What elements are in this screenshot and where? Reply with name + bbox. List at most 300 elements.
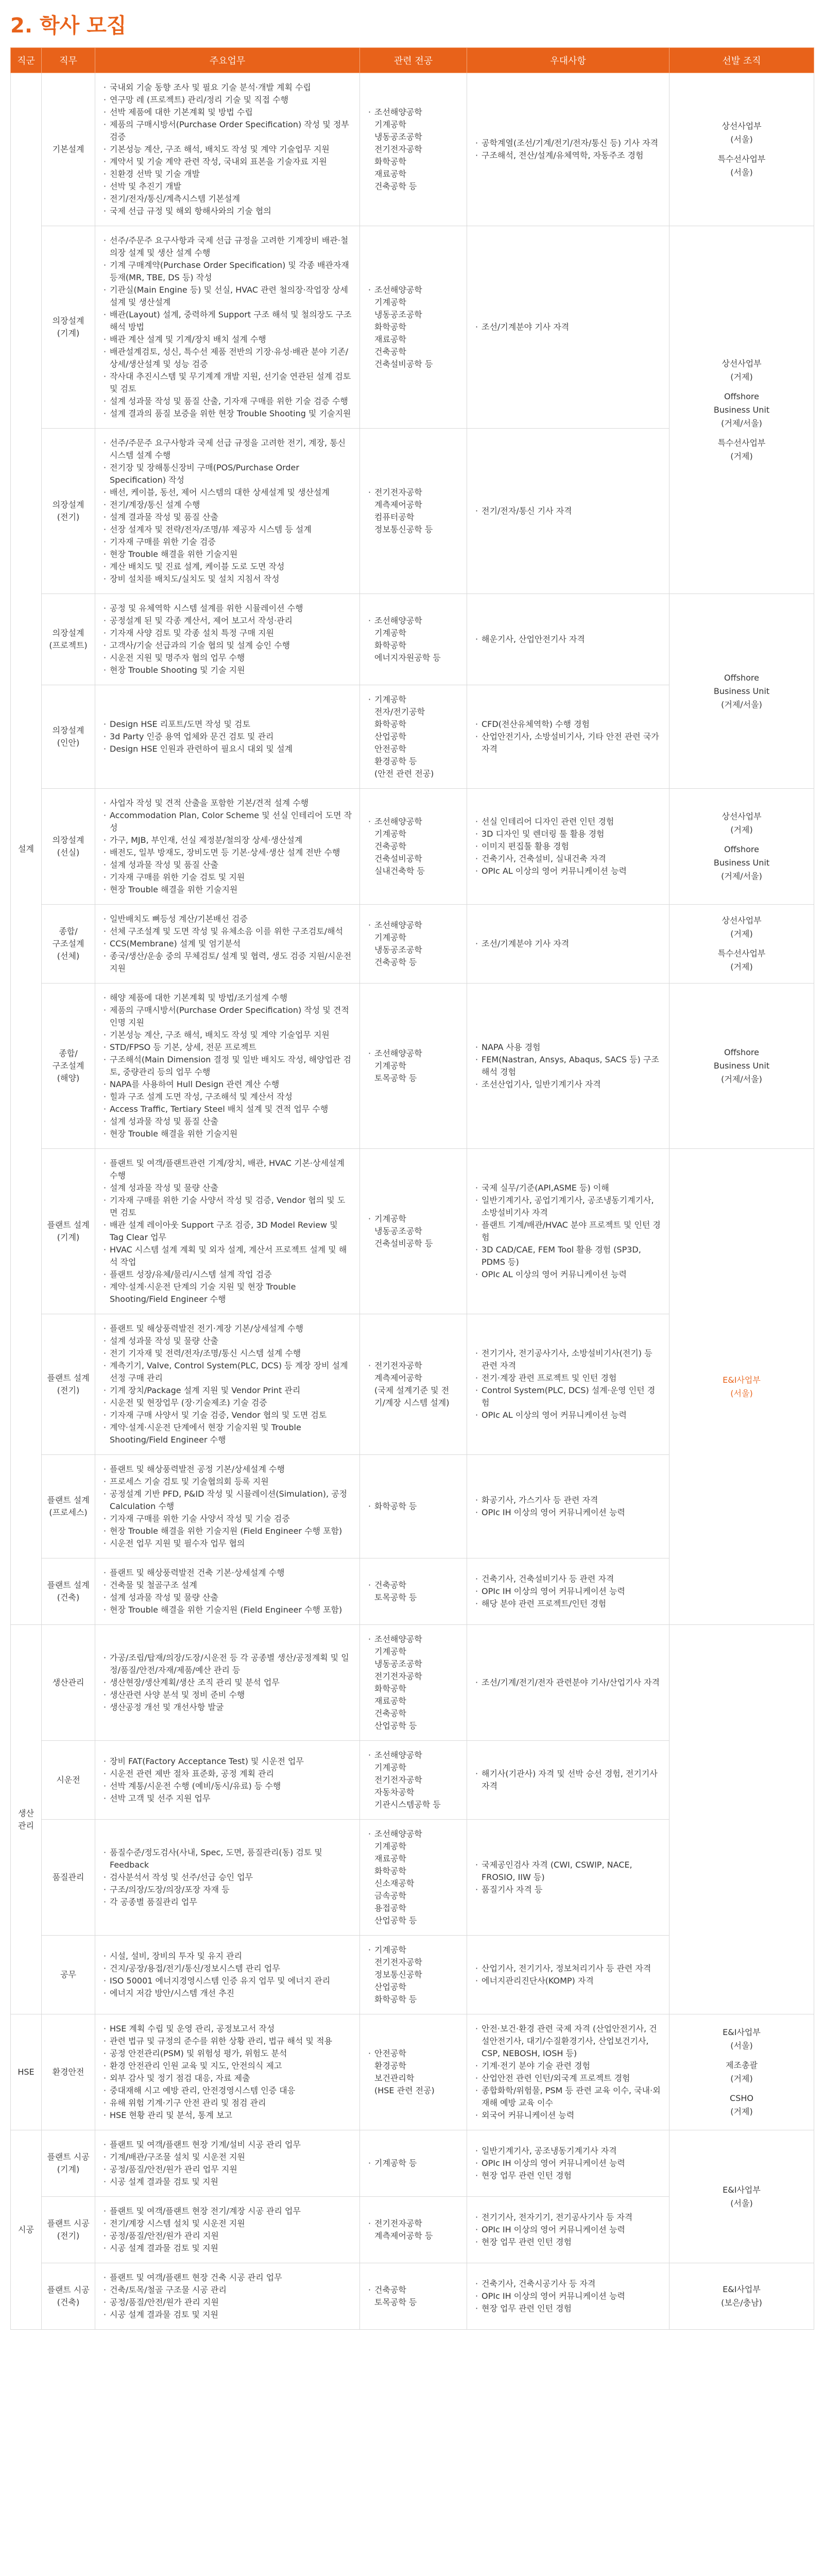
duty-item: · 기본성능 계산, 구조 해석, 배치도 작성 및 계약 기술업무 지원 bbox=[110, 1029, 352, 1041]
duties-cell bbox=[95, 789, 360, 905]
preference-item: · 에너지관리진단사(KOMP) 자격 bbox=[482, 1975, 662, 1987]
duty-item: · 배선, 케이블, 동선, 제어 시스템의 대한 상세설계 및 생산설계 bbox=[110, 486, 352, 499]
job-title-cell: 공무 bbox=[42, 1936, 95, 2014]
majors-item bbox=[374, 106, 459, 193]
duties-list bbox=[102, 2205, 352, 2255]
duties-list bbox=[102, 1323, 352, 1446]
preference-item: · 해운기사, 산업안전기사 자격 bbox=[482, 633, 662, 646]
organization-line: 제조총괄 bbox=[726, 2060, 758, 2070]
duty-item: · 시공 설계 결과물 검토 및 지원 bbox=[110, 2242, 352, 2255]
preference-item: · 국제 실무/기준(API,ASME 등) 이해 bbox=[482, 1182, 662, 1194]
organization-line bbox=[675, 430, 809, 436]
duty-item: · 설계 성과물 작성 및 품질 산출 bbox=[110, 859, 352, 871]
duty-item: · 전기장 및 장해통신장비 구매(POS/Purchase Order Specification) 작성 bbox=[110, 462, 352, 486]
duty-item: · 시운전 지원 및 명주자 협의 업무 수행 bbox=[110, 652, 352, 664]
duty-item: · CCS(Membrane) 설계 및 엄기분석 bbox=[110, 938, 352, 950]
duty-item: · 생산공정 개선 및 개선사항 발굴 bbox=[110, 1701, 352, 1714]
major-line: 전기전자공학 bbox=[374, 1775, 422, 1785]
preferences-list bbox=[474, 1676, 662, 1689]
duties-list bbox=[102, 437, 352, 585]
duty-item: · 가공/조립/탑재/의장/도장/시운전 등 각 공종별 생산/공정계획 및 일정/품질/안전/자재/제품/예산 관리 등 bbox=[110, 1652, 352, 1676]
duties-cell bbox=[95, 685, 360, 789]
preference-item: · 조선/기계분야 기사 자격 bbox=[482, 321, 662, 333]
preference-item: · FEM(Nastran, Ansys, Abaqus, SACS 등) 구조 해석 경험 bbox=[482, 1054, 662, 1078]
duty-item: · 배관 설계 레이아웃 Support 구조 검증, 3D Model Review 및 Tag Clear 업무 bbox=[110, 1219, 352, 1244]
duties-cell bbox=[95, 2263, 360, 2330]
organization-line: Business Unit bbox=[713, 1061, 770, 1071]
duty-item: · 배관 계산 설계 및 기계/장치 배치 설계 수행 bbox=[110, 333, 352, 346]
majors-cell bbox=[360, 2014, 467, 2130]
organization-line bbox=[675, 384, 809, 390]
majors-item bbox=[374, 284, 459, 370]
preferences-cell bbox=[467, 1936, 670, 2014]
preference-item: · 건축기사, 건축시공기사 등 자격 bbox=[482, 2278, 662, 2290]
major-line: 건축설비공학 등 bbox=[374, 1239, 433, 1248]
preference-item: · 이미지 편집툴 활용 경험 bbox=[482, 840, 662, 853]
duty-item: · 배관설계검토, 성신, 특수선 제품 전반의 기장·유성·배관 분야 기존/상세/생산설계 및 성능 검증 bbox=[110, 346, 352, 370]
preference-item: · 해기사(기관사) 자격 및 선박 승선 경험, 전기기사 자격 bbox=[482, 1768, 662, 1792]
major-line: · 기계공학 등 bbox=[374, 2158, 417, 2168]
duty-item: · 전기/계장/통신 설계 수행 bbox=[110, 499, 352, 511]
organization-cell bbox=[670, 73, 814, 226]
duties-cell bbox=[95, 1314, 360, 1455]
major-line: 냉동공조공학 bbox=[374, 945, 422, 955]
preference-item: · 공학계열(조선/기계/전기/전자/통신 등) 기사 자격 bbox=[482, 137, 662, 149]
preferences-cell bbox=[467, 2197, 670, 2263]
organization-line: 상선사업부 bbox=[722, 121, 762, 131]
duty-item: · 장비 설치를 배치도/실치도 및 설치 지침서 작성 bbox=[110, 573, 352, 585]
majors-list bbox=[367, 1633, 459, 1732]
major-line: · 건축공학 bbox=[374, 1580, 406, 1590]
duty-item: · Design HSE 인원과 관련하여 필요시 대외 및 설계 bbox=[110, 743, 352, 755]
duty-item: · 고객사/기술 선급과의 기술 협의 및 설계 승인 수행 bbox=[110, 639, 352, 652]
preference-item: · 조선/기계분야 기사 자격 bbox=[482, 938, 662, 950]
majors-item bbox=[374, 1047, 459, 1084]
majors-list bbox=[367, 1213, 459, 1250]
major-line: 금속공학 bbox=[374, 1891, 406, 1901]
duty-item: · 기계/배관/구조물 설치 및 시운전 지원 bbox=[110, 2151, 352, 2163]
major-line: 전자/전기공학 bbox=[374, 707, 425, 717]
preference-item: · 3D CAD/CAE, FEM Tool 활용 경험 (SP3D, PDMS 등) bbox=[482, 1244, 662, 1268]
organization-line: (거제/서울) bbox=[721, 418, 762, 428]
table-row bbox=[11, 1625, 814, 1741]
duties-list bbox=[102, 1463, 352, 1550]
preference-item: · 구조해석, 전산/설계/유체역학, 자동주조 경험 bbox=[482, 149, 662, 162]
organization-line: 특수선사업부 bbox=[717, 154, 766, 164]
organization-line: (거제) bbox=[730, 2074, 753, 2083]
header-preferences: 우대사항 bbox=[467, 48, 670, 73]
duty-item: · 친환경 선박 및 기술 개발 bbox=[110, 168, 352, 180]
duty-item: · 외부 감사 및 정기 점검 대응, 자료 제출 bbox=[110, 2072, 352, 2084]
duty-item: · 프로세스 기술 검토 및 기술협의회 등록 지원 bbox=[110, 1476, 352, 1488]
preferences-list bbox=[474, 1859, 662, 1896]
duty-item: · 건지/공장/용접/전기/통신/정보시스템 관리 업무 bbox=[110, 1962, 352, 1975]
duty-item: · 플랜트 및 해상풍력발전 건축 기본·상세설계 수행 bbox=[110, 1567, 352, 1579]
preferences-list bbox=[474, 2278, 662, 2315]
duty-item: · 에너지 저감 방안/시스템 개선 추진 bbox=[110, 1987, 352, 1999]
majors-cell bbox=[360, 685, 467, 789]
majors-item bbox=[374, 1213, 459, 1250]
major-line: 산업공학 등 bbox=[374, 1916, 417, 1925]
majors-cell bbox=[360, 1741, 467, 1820]
duty-item: · 건축물 및 철골구조 설계 bbox=[110, 1579, 352, 1591]
preference-item: · 일반기계기사, 공업기계기사, 공조냉동기계기사, 소방설비기사 자격 bbox=[482, 1194, 662, 1219]
job-title-cell: 생산관리 bbox=[42, 1625, 95, 1741]
majors-cell bbox=[360, 1314, 467, 1455]
majors-item bbox=[374, 1633, 459, 1732]
major-line: 건축설비공학 bbox=[374, 854, 422, 863]
duties-cell bbox=[95, 1558, 360, 1625]
majors-item bbox=[374, 693, 459, 780]
preferences-list bbox=[474, 2145, 662, 2182]
duty-item: · 관련 법규 및 규정의 준수를 위한 상황 관리, 법규 해석 및 적용 bbox=[110, 2035, 352, 2047]
major-line: 화학공학 bbox=[374, 157, 406, 166]
organization-line: (거제) bbox=[730, 962, 753, 972]
table-row bbox=[11, 905, 814, 984]
duties-list bbox=[102, 797, 352, 896]
major-line: · 기계공학 bbox=[374, 1945, 406, 1955]
duties-cell bbox=[95, 2197, 360, 2263]
duties-list bbox=[102, 81, 352, 217]
majors-cell bbox=[360, 2197, 467, 2263]
major-line: 토목공학 등 bbox=[374, 1592, 417, 1602]
duty-item: · 공정/품질/안전/원가 관리 지원 bbox=[110, 2296, 352, 2309]
duty-item: · 제품의 구매시방서(Purchase Order Specification) 작성 및 정부 검증 bbox=[110, 118, 352, 143]
duty-item: · Access Traffic, Tertiary Steel 배치 설계 및 견적 업무 수행 bbox=[110, 1103, 352, 1115]
preference-item: · 종합화학/위험물, PSM 등 관련 교육 이수, 국내·외 재해 예방 교육 이수 bbox=[482, 2084, 662, 2109]
duty-item: · 계측기기, Valve, Control System(PLC, DCS) 등 계장 장비 설계 선정 구매 관리 bbox=[110, 1360, 352, 1384]
duty-item: · HSE 현황 관리 및 분석, 통계 보고 bbox=[110, 2109, 352, 2122]
preference-item: · 전기·계장 관련 프로젝트 및 인턴 경험 bbox=[482, 1372, 662, 1384]
duty-item: · 선박 고객 및 선주 지원 업무 bbox=[110, 1792, 352, 1805]
major-line: 토목공학 등 bbox=[374, 2297, 417, 2307]
organization-line: E&I사업부 bbox=[723, 2184, 761, 2195]
organization-line: Business Unit bbox=[713, 858, 770, 868]
organization-line: (거제) bbox=[730, 371, 753, 382]
majors-list bbox=[367, 1360, 459, 1409]
major-line: · 조선해양공학 bbox=[374, 920, 422, 930]
duties-cell bbox=[95, 905, 360, 984]
duties-list bbox=[102, 1567, 352, 1616]
job-title-cell: 플랜트 설계 (전기) bbox=[42, 1314, 95, 1455]
preferences-list bbox=[474, 1962, 662, 1987]
majors-list bbox=[367, 284, 459, 370]
job-title-cell: 의장설계 (기계) bbox=[42, 226, 95, 429]
preferences-cell bbox=[467, 2263, 670, 2330]
major-line: 계측제어공학 bbox=[374, 500, 422, 510]
majors-list bbox=[367, 2284, 459, 2309]
duty-item: · 계약·설계·시운전 단계에서 현장 기술지원 및 Trouble Shooting/Field Engineer 수행 bbox=[110, 1421, 352, 1446]
duty-item: · 환경 안전관리 인원 교육 및 지도, 안전의식 제고 bbox=[110, 2060, 352, 2072]
preference-item: · OPIc IH 이상의 영어 커뮤니케이션 능력 bbox=[482, 2157, 662, 2170]
preference-item: · OPIc AL 이상의 영어 커뮤니케이션 능력 bbox=[482, 865, 662, 877]
majors-item bbox=[374, 2217, 459, 2242]
duty-item: · 계약서 및 기술 계약 관련 작성, 국내외 표본을 기술자료 지원 bbox=[110, 156, 352, 168]
preference-item: · 전기기사, 전자기기, 전기공사기사 등 자격 bbox=[482, 2211, 662, 2224]
duty-item: · 현장 Trouble 해결을 위한 기술지원 bbox=[110, 548, 352, 561]
major-line: 산업공학 bbox=[374, 732, 406, 741]
majors-list bbox=[367, 2217, 459, 2242]
major-line: 건축설비공학 등 bbox=[374, 359, 433, 369]
duty-item: · 배관(Layout) 설계, 중력하게 Support 구조 해석 및 철의장도 구조 해석 방법 bbox=[110, 309, 352, 333]
majors-list bbox=[367, 1828, 459, 1927]
job-title-cell: 플랜트 설계 (프로세스) bbox=[42, 1455, 95, 1558]
majors-item bbox=[374, 486, 459, 536]
duty-item: · 플랜트 및 해상풍력발전 공정 기본/상세설계 수행 bbox=[110, 1463, 352, 1476]
organization-line: Offshore bbox=[724, 1047, 759, 1057]
major-line: 정보통신공학 bbox=[374, 1970, 422, 1979]
table-row bbox=[11, 984, 814, 1149]
organization-line: 상선사업부 bbox=[722, 916, 762, 925]
duty-item: · 구조해석(Main Dimension 결정 및 일반 배치도 작성, 해양업관 검토, 중량관리 등의 업무 수행 bbox=[110, 1054, 352, 1078]
preference-item: · 품질기사 자격 등 bbox=[482, 1884, 662, 1896]
table-row bbox=[11, 2263, 814, 2330]
job-group-cell: 생산 관리 bbox=[11, 1625, 42, 2014]
duty-item: · 현장 Trouble 해결을 위한 기술지원 (Field Engineer 수행 포함) bbox=[110, 1525, 352, 1537]
duties-cell bbox=[95, 1455, 360, 1558]
preferences-list bbox=[474, 137, 662, 162]
major-line: 계측제어공학 등 bbox=[374, 2231, 433, 2241]
organization-line: (거제/서울) bbox=[721, 1074, 762, 1084]
duty-item: · 중대재해 시고 예방 관리, 안전경영시스템 인증 대응 bbox=[110, 2084, 352, 2097]
header-job: 직무 bbox=[42, 48, 95, 73]
duties-cell bbox=[95, 429, 360, 594]
duty-item: · 플랜트 성장/유체/물리/시스템 설계 작업 검증 bbox=[110, 1268, 352, 1281]
major-line: 기계공학 bbox=[374, 829, 406, 839]
duties-list bbox=[102, 992, 352, 1140]
majors-item bbox=[374, 1828, 459, 1927]
preferences-cell bbox=[467, 73, 670, 226]
recruitment-table bbox=[10, 47, 814, 2330]
duty-item: · ISO 50001 에너지경영시스템 인증 유지 업무 및 에너지 관리 bbox=[110, 1975, 352, 1987]
preferences-cell bbox=[467, 984, 670, 1149]
duty-item: · 설계 성과물 작성 및 물량 산출 bbox=[110, 1182, 352, 1194]
major-line: · 건축공학 bbox=[374, 2285, 406, 2295]
duty-item: · 기계 장치/Package 설계 지원 및 Vendor Print 관리 bbox=[110, 1384, 352, 1397]
preference-item: · OPIc IH 이상의 영어 커뮤니케이션 능력 bbox=[482, 2290, 662, 2302]
duty-item: · STD/FPSO 등 기본, 상세, 전문 프로젝트 bbox=[110, 1041, 352, 1054]
preferences-list bbox=[474, 2211, 662, 2248]
job-title-cell: 의장설계 (전기) bbox=[42, 429, 95, 594]
major-line: 건축공학 등 bbox=[374, 181, 417, 191]
preference-item: · OPIc IH 이상의 영어 커뮤니케이션 능력 bbox=[482, 1506, 662, 1519]
preference-item: · 외국어 커뮤니케이션 능력 bbox=[482, 2109, 662, 2122]
job-title-cell: 환경안전 bbox=[42, 2014, 95, 2130]
preferences-cell bbox=[467, 1314, 670, 1455]
majors-cell bbox=[360, 1558, 467, 1625]
majors-list bbox=[367, 2157, 459, 2170]
duty-item: · 선주/주문주 요구사항과 국제 선급 규정을 고려한 전기, 계장, 통신 시스템 설계 수행 bbox=[110, 437, 352, 462]
duty-item: · 설계 성과물 작성 및 물량 산출 bbox=[110, 1591, 352, 1604]
preferences-cell bbox=[467, 1149, 670, 1314]
duties-list bbox=[102, 718, 352, 755]
majors-cell bbox=[360, 73, 467, 226]
organization-line: 상선사업부 bbox=[722, 358, 762, 368]
majors-item bbox=[374, 2284, 459, 2309]
majors-list bbox=[367, 919, 459, 969]
preference-item: · 산업기사, 전기기사, 정보처리기사 등 관련 자격 bbox=[482, 1962, 662, 1975]
major-line: 실내건축학 등 bbox=[374, 866, 425, 876]
major-line: 냉동공조공학 bbox=[374, 1659, 422, 1669]
preference-item: · 국제공인검사 자격 (CWI, CSWIP, NACE, FROSIO, IIW 등) bbox=[482, 1859, 662, 1884]
job-title-cell: 플랜트 시공 (건축) bbox=[42, 2263, 95, 2330]
organization-line: (거제) bbox=[730, 825, 753, 835]
organization-line bbox=[675, 2053, 809, 2059]
duty-item: · 기자재 구매를 위한 기술 사양서 작성 및 검증, Vendor 협의 및 도면 검토 bbox=[110, 1194, 352, 1219]
duty-item: · 가구, MJB, 부인재, 선실 제정분/철의장 상세·생산설계 bbox=[110, 834, 352, 846]
duty-item: · 구조/의장/도장/의장/포장 자재 등 bbox=[110, 1884, 352, 1896]
major-line: 재료공학 bbox=[374, 169, 406, 179]
major-line: 환경공학 bbox=[374, 2061, 406, 2071]
major-line: 재료공학 bbox=[374, 1854, 406, 1863]
duty-item: · 설계 결과의 품질 보증을 위한 현장 Trouble Shooting 및 기술지원 bbox=[110, 408, 352, 420]
header-duties: 주요업무 bbox=[95, 48, 360, 73]
preferences-list bbox=[474, 1182, 662, 1281]
job-title-cell: 플랜트 설계 (기계) bbox=[42, 1149, 95, 1314]
preference-item: · 전기기사, 전기공사기사, 소방설비기사(전기) 등 관련 자격 bbox=[482, 1347, 662, 1372]
major-line: · 전기전자공학 bbox=[374, 2218, 422, 2228]
major-line: 냉동공조공학 bbox=[374, 1226, 422, 1236]
preference-item: · OPIc AL 이상의 영어 커뮤니케이션 능력 bbox=[482, 1268, 662, 1281]
major-line: · 안전공학 bbox=[374, 2048, 406, 2058]
majors-list bbox=[367, 106, 459, 193]
preference-item: · 조선산업기사, 일반기계기사 자격 bbox=[482, 1078, 662, 1091]
major-line: 화학공학 bbox=[374, 719, 406, 729]
duties-cell bbox=[95, 1741, 360, 1820]
majors-cell bbox=[360, 1149, 467, 1314]
major-line: 냉동공조공학 bbox=[374, 132, 422, 142]
major-line: 신소재공학 bbox=[374, 1878, 415, 1888]
major-line: 전기전자공학 bbox=[374, 1671, 422, 1681]
duties-list bbox=[102, 1157, 352, 1306]
preferences-cell bbox=[467, 2130, 670, 2197]
organization-cell bbox=[670, 984, 814, 1149]
table-row bbox=[11, 73, 814, 226]
majors-cell bbox=[360, 594, 467, 685]
preference-item: · OPIc AL 이상의 영어 커뮤니케이션 능력 bbox=[482, 1409, 662, 1421]
job-title-cell: 의장설계 (인안) bbox=[42, 685, 95, 789]
major-line: · 조선해양공학 bbox=[374, 1829, 422, 1839]
majors-list bbox=[367, 486, 459, 536]
job-title-cell: 플랜트 설계 (건축) bbox=[42, 1558, 95, 1625]
preference-item: · 산업안전기사, 소방설비기사, 기타 안전 관련 국가 자격 bbox=[482, 731, 662, 755]
organization-line: (서울) bbox=[730, 167, 753, 177]
duty-item: · 기자재 구매를 위한 기술 사양서 작성 및 기술 검증 bbox=[110, 1513, 352, 1525]
preferences-list bbox=[474, 718, 662, 755]
majors-list bbox=[367, 1944, 459, 2006]
duty-item: · 제품의 구매시방서(Purchase Order Specification) 작성 및 견적 인명 지원 bbox=[110, 1004, 352, 1029]
preference-item: · 현장 업무 관련 인턴 경험 bbox=[482, 2236, 662, 2248]
preferences-list bbox=[474, 1041, 662, 1091]
job-group-cell: HSE bbox=[11, 2014, 42, 2130]
majors-item bbox=[374, 1749, 459, 1811]
duties-list bbox=[102, 2023, 352, 2122]
majors-cell bbox=[360, 905, 467, 984]
major-line: 기계공학 bbox=[374, 933, 406, 942]
organization-line: E&I사업부 bbox=[723, 2027, 761, 2037]
duties-list bbox=[102, 2272, 352, 2321]
duty-item: · 장비 FAT(Factory Acceptance Test) 및 시운전 업무 bbox=[110, 1755, 352, 1768]
preferences-cell bbox=[467, 1455, 670, 1558]
duty-item: · 건축/토목/철골 구조물 시공 관리 bbox=[110, 2284, 352, 2296]
organization-line: CSHO bbox=[730, 2093, 753, 2103]
majors-list bbox=[367, 1749, 459, 1811]
duty-item: · 선박 및 추진기 개발 bbox=[110, 180, 352, 193]
majors-item bbox=[374, 2157, 459, 2170]
major-line: · 화학공학 등 bbox=[374, 1501, 417, 1511]
major-line: (국제 설계기준 및 전기/계장 시스템 설계) bbox=[374, 1385, 450, 1408]
duties-list bbox=[102, 2139, 352, 2188]
major-line: · 조선해양공학 bbox=[374, 1048, 422, 1058]
duty-item: · 설계 성과물 작성 및 품질 산출, 기자재 구매를 위한 기술 검증 수행 bbox=[110, 395, 352, 408]
duties-cell bbox=[95, 73, 360, 226]
preference-item: · 산업안전 관련 인턴/외국계 프로젝트 경험 bbox=[482, 2072, 662, 2084]
organization-line: Offshore bbox=[724, 391, 759, 401]
header-job-group: 직군 bbox=[11, 48, 42, 73]
major-line: 컴퓨터공학 bbox=[374, 512, 415, 522]
duties-cell bbox=[95, 594, 360, 685]
duty-item: · 계산 배치도 및 진료 설계, 케이블 도로 도면 작성 bbox=[110, 561, 352, 573]
duty-item: · 선체 구조설계 및 도면 작성 및 유체소음 이를 위한 구조검토/해석 bbox=[110, 925, 352, 938]
organization-line: (거제) bbox=[730, 929, 753, 939]
preference-item: · 3D 디자인 및 렌더링 툴 활용 경험 bbox=[482, 828, 662, 840]
job-title-cell: 의장설계 (프로젝트) bbox=[42, 594, 95, 685]
major-line: · 조선해양공학 bbox=[374, 1750, 422, 1760]
preference-item: · 화공기사, 가스기사 등 관련 자격 bbox=[482, 1494, 662, 1506]
major-line: 환경공학 등 bbox=[374, 756, 417, 766]
preferences-list bbox=[474, 1347, 662, 1421]
organization-line: (거제/서울) bbox=[721, 871, 762, 881]
major-line: 보건관리학 bbox=[374, 2073, 415, 2083]
duty-item: · 사업자 작성 및 견적 산출을 포함한 기본/견적 설계 수행 bbox=[110, 797, 352, 809]
organization-line bbox=[675, 146, 809, 152]
preferences-list bbox=[474, 1494, 662, 1519]
preference-item: · 선실 인테리어 디자인 관련 인턴 경험 bbox=[482, 816, 662, 828]
duty-item: · 공정 안전관리(PSM) 및 위험성 평가, 위험도 분석 bbox=[110, 2047, 352, 2060]
job-title-cell: 종합/ 구조설계 (선체) bbox=[42, 905, 95, 984]
majors-list bbox=[367, 693, 459, 780]
major-line: 계측제어공학 bbox=[374, 1373, 422, 1383]
table-row bbox=[11, 789, 814, 905]
duties-list bbox=[102, 602, 352, 676]
major-line: 화학공학 bbox=[374, 322, 406, 332]
major-line: 화학공학 bbox=[374, 1866, 406, 1876]
preference-item: · 현장 업무 관련 인턴 경험 bbox=[482, 2170, 662, 2182]
duty-item: · 전기/전자/통신/계측시스템 기본설계 bbox=[110, 193, 352, 205]
organization-line: Business Unit bbox=[713, 404, 770, 415]
duty-item: · 각 공종별 품질관리 업무 bbox=[110, 1896, 352, 1908]
duty-item: · 연구망 레 (프로젝트) 관리/정리 기술 및 직접 수행 bbox=[110, 94, 352, 106]
preferences-cell bbox=[467, 1820, 670, 1936]
duty-item: · 설계 성과물 작성 및 물량 산출 bbox=[110, 1335, 352, 1347]
preference-item: · 조선/기계/전기/전자 관련분야 기사/산업기사 자격 bbox=[482, 1676, 662, 1689]
major-line: 기계공학 bbox=[374, 297, 406, 307]
preferences-list bbox=[474, 816, 662, 877]
organization-line bbox=[675, 941, 809, 947]
organization-line: (서울) bbox=[730, 2041, 753, 2050]
preference-item: · 건축기사, 건축설비기사 등 관련 자격 bbox=[482, 1573, 662, 1585]
major-line: (HSE 관련 전공) bbox=[374, 2086, 435, 2095]
majors-cell bbox=[360, 226, 467, 429]
majors-cell bbox=[360, 1820, 467, 1936]
duty-item: · 국내외 기술 동향 조사 및 필요 기술 분석·개발 계획 수립 bbox=[110, 81, 352, 94]
duty-item: · 해양 제품에 대한 기본계획 및 방법/조기설계 수행 bbox=[110, 992, 352, 1004]
majors-list bbox=[367, 1047, 459, 1084]
table-row bbox=[11, 2130, 814, 2197]
organization-line: E&I사업부 bbox=[723, 2284, 761, 2294]
header-majors: 관련 전공 bbox=[360, 48, 467, 73]
duties-cell bbox=[95, 1625, 360, 1741]
